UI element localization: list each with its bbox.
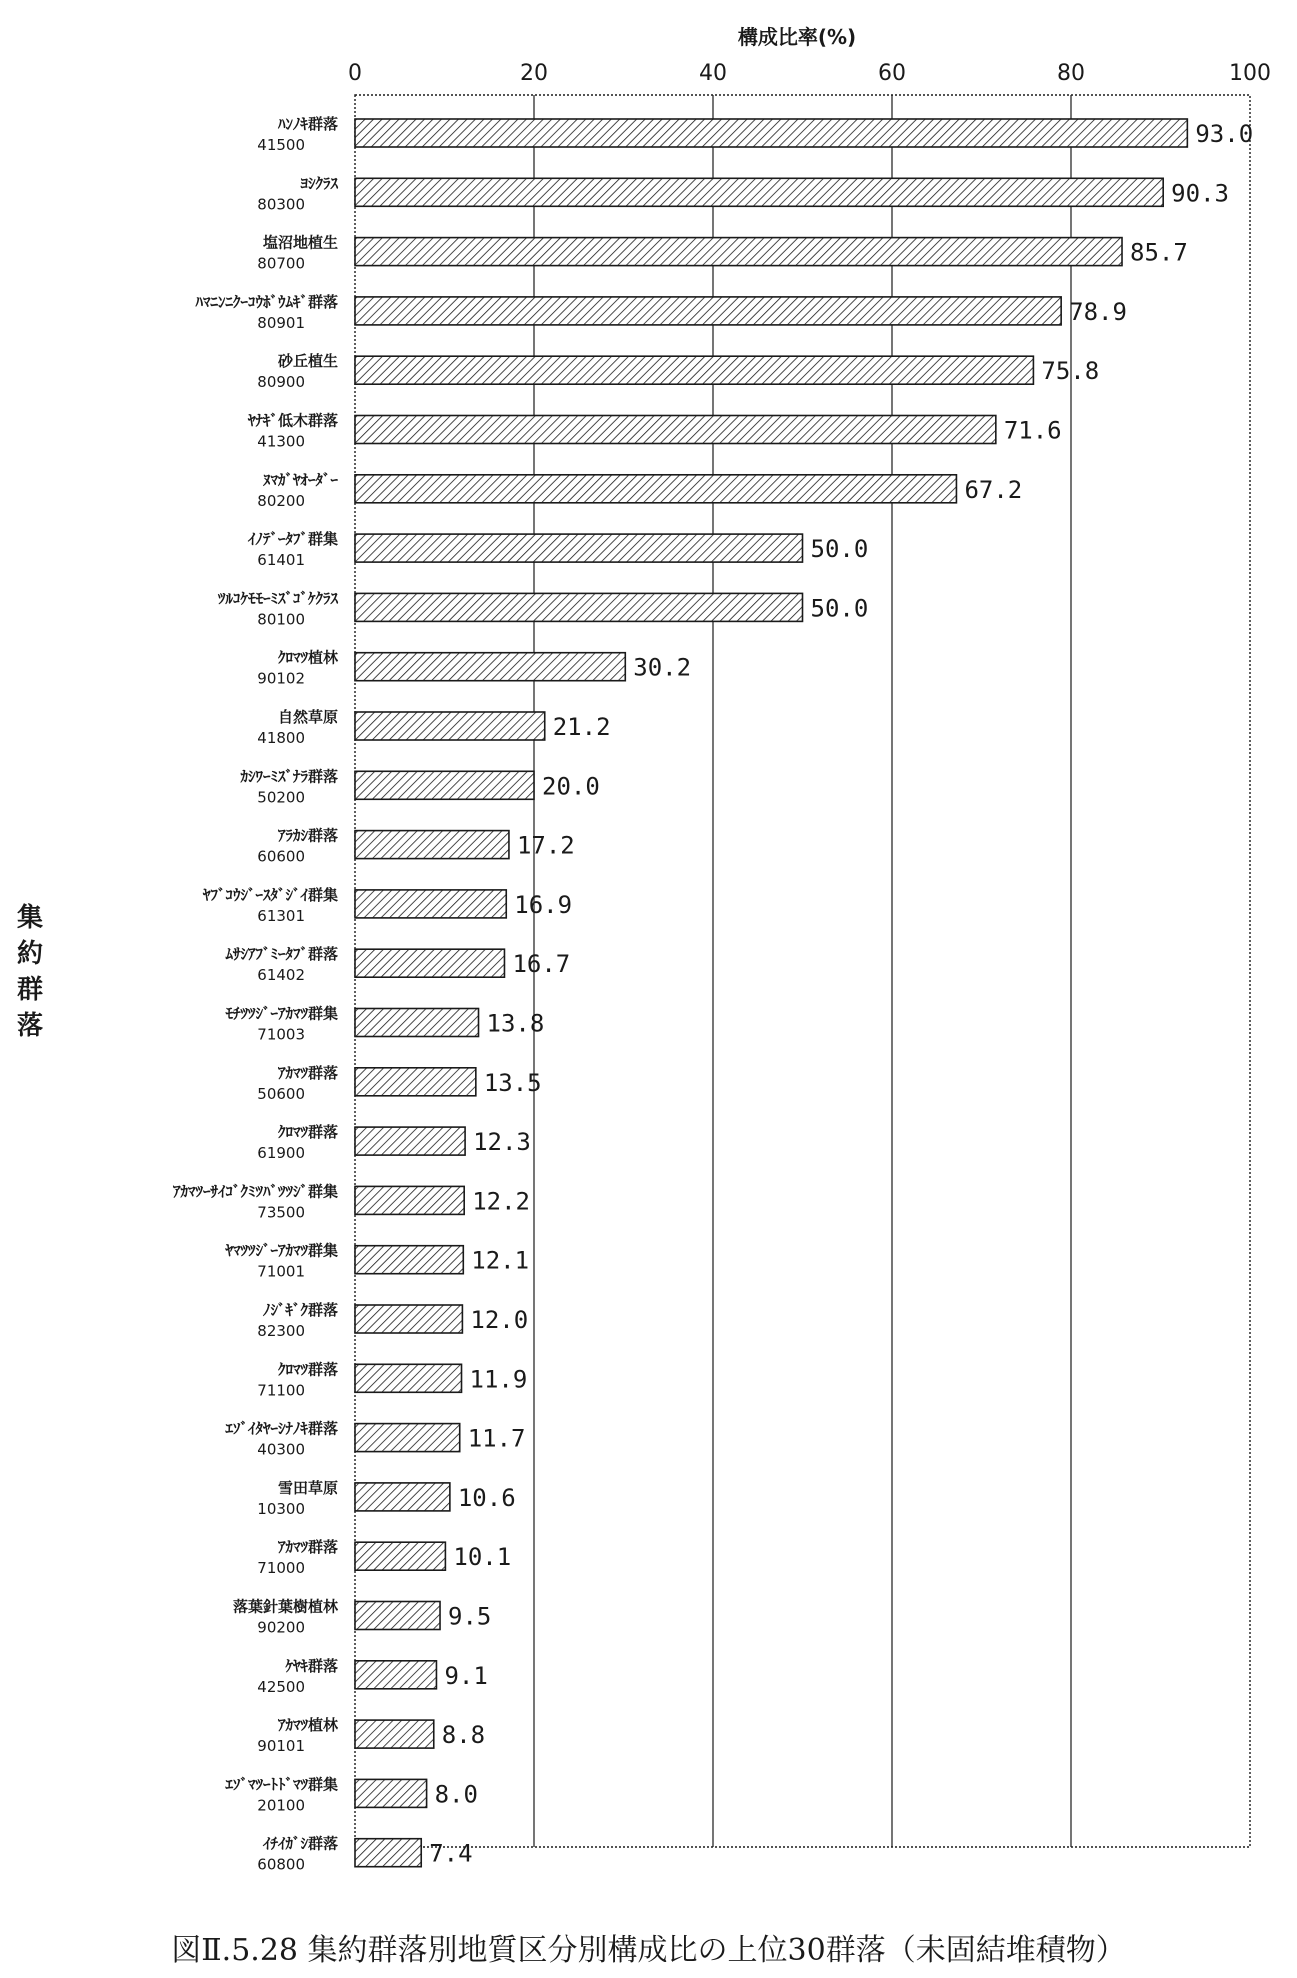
value-label: 16.7: [512, 950, 571, 979]
x-tick-label: 20: [520, 61, 548, 86]
bar: [355, 356, 1033, 384]
category-label-code: 73500: [257, 1203, 305, 1222]
category-label-name: ﾂﾙｺｹﾓﾓｰﾐｽﾞｺﾞｹｸﾗｽ: [217, 589, 338, 608]
category-label-code: 41500: [257, 136, 305, 154]
category-label-name: 砂丘植生: [277, 352, 338, 371]
bar: [355, 1542, 445, 1570]
category-label-code: 90101: [257, 1737, 305, 1756]
category-label-code: 42500: [257, 1677, 305, 1696]
value-label: 12.3: [473, 1128, 531, 1157]
category-label-name: ﾊﾝﾉｷ群落: [277, 115, 338, 133]
category-label-name: ｹﾔｷ群落: [285, 1656, 338, 1675]
bar: [355, 1602, 440, 1630]
category-label-code: 80901: [257, 313, 305, 332]
category-label-code: 10300: [257, 1499, 305, 1518]
x-tick-label: 0: [348, 61, 362, 86]
category-label-name: ﾖｼｸﾗｽ: [300, 174, 338, 193]
category-label-code: 60600: [257, 847, 305, 866]
bar: [355, 1186, 464, 1214]
category-label-name: 塩沼地植生: [262, 233, 338, 252]
bar: [355, 534, 803, 562]
category-label-code: 50200: [257, 788, 305, 807]
category-label-name: ﾉｼﾞｷﾞｸ群落: [262, 1301, 338, 1319]
category-label-code: 80300: [257, 195, 305, 214]
category-label-name: ｴｿﾞｲﾀﾔｰｼﾅﾉｷ群落: [225, 1419, 338, 1438]
category-label-code: 20100: [257, 1796, 305, 1815]
bar: [355, 1364, 462, 1392]
category-label-code: 82300: [257, 1322, 305, 1340]
value-label: 11.7: [467, 1424, 526, 1453]
category-label-code: 90102: [257, 669, 305, 688]
bar: [355, 1305, 462, 1333]
bar: [355, 1720, 434, 1748]
bar: [355, 1661, 436, 1689]
value-label: 10.1: [453, 1543, 512, 1572]
category-label-name: ｱｶﾏﾂ群落: [277, 1063, 338, 1082]
value-label: 7.4: [429, 1839, 473, 1868]
bar: [355, 890, 506, 918]
x-tick-label: 100: [1229, 61, 1271, 86]
value-label: 17.2: [516, 831, 575, 860]
value-label: 90.3: [1171, 179, 1229, 208]
category-label-name: ｲﾁｲｶﾞｼ群落: [262, 1834, 338, 1853]
category-label-name: ﾔﾏﾂﾂｼﾞｰｱｶﾏﾂ群集: [225, 1241, 338, 1260]
category-label-name: ﾔﾌﾞｺｳｼﾞｰｽﾀﾞｼﾞｲ群集: [202, 885, 338, 904]
category-label-name: ｱｶﾏﾂｰｻｲｺﾞｸﾐﾂﾊﾞﾂﾂｼﾞ群集: [172, 1182, 338, 1201]
bar: [355, 593, 803, 621]
bar: [355, 119, 1187, 147]
bar: [355, 475, 956, 503]
category-label-code: 90200: [257, 1618, 305, 1637]
bar: [355, 416, 996, 444]
category-label-code: 80900: [257, 373, 305, 392]
value-label: 8.8: [441, 1721, 486, 1750]
y-axis-title-char: 群: [16, 975, 43, 1005]
category-label-code: 80700: [257, 254, 305, 273]
category-label-name: ｲﾉﾃﾞｰﾀﾌﾞ群集: [247, 530, 338, 549]
bar: [355, 1424, 460, 1452]
bar: [355, 1779, 427, 1807]
category-label-code: 71003: [257, 1025, 305, 1044]
category-label-name: ﾓﾁﾂﾂｼﾞｰｱｶﾏﾂ群集: [225, 1004, 338, 1023]
value-label: 16.9: [514, 890, 573, 919]
bar: [355, 178, 1163, 206]
value-label: 12.1: [471, 1246, 530, 1275]
y-axis-title: [10, 900, 50, 1044]
category-label-name: ﾊﾏﾆﾝﾆｸｰｺｳﾎﾞｳﾑｷﾞ群落: [195, 292, 338, 311]
value-label: 9.1: [444, 1661, 488, 1690]
value-label: 11.9: [469, 1365, 528, 1394]
bar: [355, 653, 625, 681]
category-label-code: 80100: [257, 610, 305, 629]
category-label-name: ｴｿﾞﾏﾂｰﾄﾄﾞﾏﾂ群集: [225, 1775, 338, 1794]
category-label-name: 落葉針葉樹植林: [232, 1597, 338, 1616]
value-label: 93.0: [1195, 120, 1254, 148]
category-label-code: 61900: [257, 1144, 305, 1163]
x-tick-label: 40: [699, 61, 727, 86]
x-tick-label: 60: [878, 61, 906, 86]
category-label-code: 61301: [257, 906, 305, 925]
x-tick-labels: [348, 61, 1271, 86]
category-label-code: 41300: [257, 432, 305, 451]
category-label-name: ﾑｻｼｱﾌﾞﾐｰﾀﾌﾞ群落: [225, 945, 338, 964]
category-label-code: 61401: [257, 551, 305, 570]
category-label-code: 80200: [257, 491, 305, 510]
value-label: 21.2: [552, 713, 611, 741]
value-label: 67.2: [964, 475, 1023, 504]
category-label-code: 71100: [257, 1381, 305, 1400]
value-label: 12.0: [470, 1306, 529, 1334]
bar: [355, 1068, 476, 1096]
bar: [355, 1246, 463, 1274]
bar: [355, 831, 509, 859]
category-label-name: ﾇﾏｶﾞﾔｵｰﾀﾞｰ: [262, 470, 338, 489]
value-label: 8.0: [434, 1780, 478, 1809]
value-label: 10.6: [457, 1483, 516, 1512]
value-label: 50.0: [810, 594, 869, 623]
value-label: 71.6: [1003, 416, 1062, 445]
bar: [355, 1839, 421, 1867]
bar: [355, 297, 1061, 325]
y-axis-title-char: 集: [16, 903, 43, 933]
category-label-name: ｱﾗｶｼ群落: [277, 826, 338, 845]
value-label: 50.0: [810, 535, 869, 564]
x-tick-label: 80: [1057, 61, 1085, 86]
y-axis-title-char: 落: [16, 1011, 43, 1041]
value-label: 13.8: [486, 1009, 545, 1038]
value-label: 20.0: [542, 772, 600, 801]
value-label: 13.5: [483, 1068, 542, 1097]
value-label: 78.9: [1069, 297, 1127, 326]
category-label-code: 71000: [257, 1559, 305, 1578]
value-label: 12.2: [472, 1187, 530, 1216]
value-label: 30.2: [633, 653, 692, 682]
category-label-name: ｸﾛﾏﾂ群落: [277, 1123, 338, 1142]
bar: [355, 1483, 450, 1511]
bar: [355, 771, 534, 799]
category-label-code: 41800: [257, 729, 305, 747]
category-label-code: 40300: [257, 1440, 305, 1459]
value-label: 75.8: [1041, 357, 1100, 386]
category-label-name: ｱｶﾏﾂ植林: [277, 1716, 338, 1735]
value-label: 9.5: [448, 1602, 492, 1631]
category-label-code: 50600: [257, 1084, 305, 1103]
category-label-name: 自然草原: [277, 708, 338, 726]
bar: [355, 1127, 465, 1155]
value-label: 85.7: [1130, 238, 1188, 267]
category-label-code: 71001: [257, 1262, 305, 1281]
bar: [355, 1009, 479, 1037]
category-label-name: ﾔﾅｷﾞ低木群落: [247, 411, 338, 430]
category-label-code: 61402: [257, 966, 305, 985]
category-label-name: 雪田草原: [277, 1478, 338, 1497]
category-label-name: ｸﾛﾏﾂ植林: [277, 648, 338, 667]
category-label-code: 60800: [257, 1855, 305, 1874]
bar: [355, 949, 504, 977]
bar: [355, 238, 1122, 266]
y-axis-title-char: 約: [16, 939, 43, 969]
bar: [355, 712, 545, 740]
figure-caption: 図Ⅱ.5.28 集約群落別地質区分別構成比の上位30群落（未固結堆積物）: [171, 1933, 1126, 1968]
category-labels: [172, 115, 339, 1874]
category-label-name: ｱｶﾏﾂ群落: [277, 1538, 338, 1557]
category-label-name: ｶｼﾜｰﾐｽﾞﾅﾗ群落: [240, 767, 338, 786]
x-axis-title: 構成比率(%): [737, 25, 857, 49]
category-label-name: ｸﾛﾏﾂ群落: [277, 1360, 338, 1379]
